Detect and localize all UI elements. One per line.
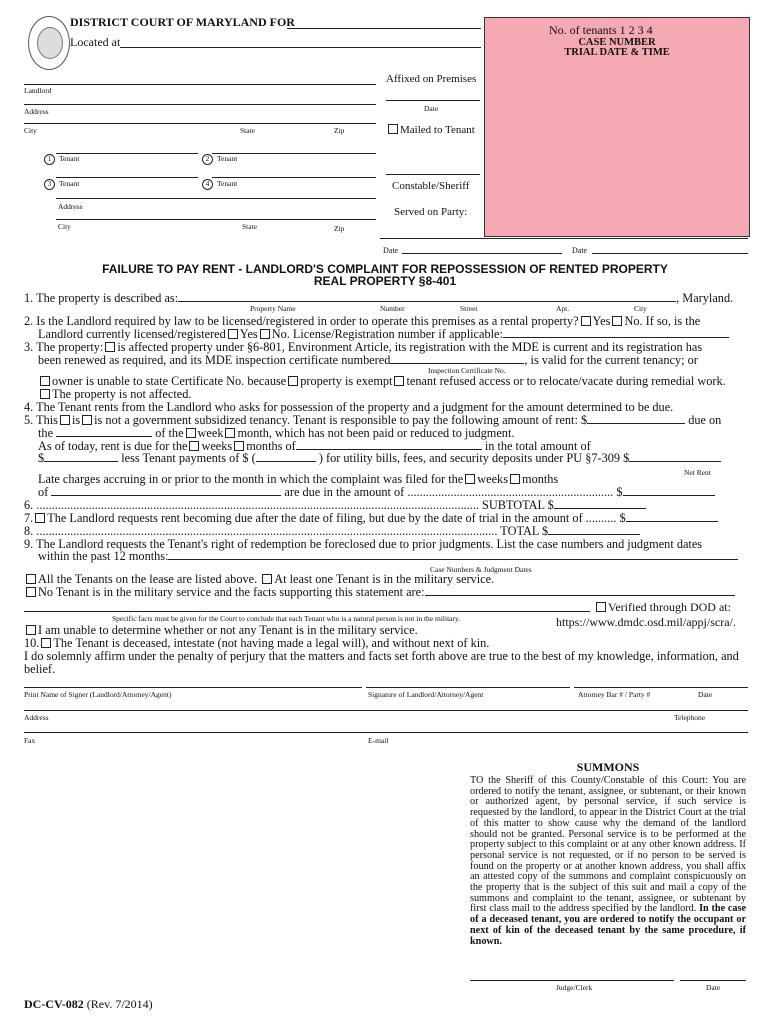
- tenant-state-label: State: [242, 222, 257, 231]
- signer-address-label: Address: [24, 713, 49, 722]
- served-date-label-2: Date: [572, 246, 588, 255]
- affirmation: I do solemnly affirm under the penalty of perjury that the matters and facts set forth above are true to the best of my knowledge, information, and belief.: [24, 648, 739, 676]
- fax-label: Fax: [24, 736, 36, 745]
- print-name-field[interactable]: [24, 687, 362, 688]
- signature-field[interactable]: [366, 687, 570, 688]
- served-label: Served on Party:: [394, 206, 468, 218]
- court-county-field[interactable]: [287, 28, 481, 29]
- case-number-label: CASE NUMBER: [578, 37, 656, 48]
- case-numbers-label: Case Numbers & Judgment Dates: [430, 565, 532, 574]
- constable-field[interactable]: [386, 174, 480, 175]
- affixed-label: Affixed on Premises: [386, 73, 477, 85]
- signature-label: Signature of Landlord/Attorney/Agent: [368, 690, 484, 699]
- served-date-field-1[interactable]: [402, 253, 562, 254]
- military: All the Tenants on the lease are listed above. At least one Tenant is in the military service. No Tenant is in the military service and the facts supporting this statement are:: [24, 573, 754, 599]
- tenant-1-label: 1 Tenant: [44, 154, 79, 165]
- located-at-field[interactable]: [120, 47, 481, 48]
- landlord-city-field[interactable]: [24, 123, 376, 124]
- landlord-label: Landlord: [24, 86, 52, 95]
- mailed-checkbox[interactable]: Mailed to Tenant: [386, 124, 475, 136]
- landlord-address-field[interactable]: [24, 104, 376, 105]
- tenant-4-label: 4 Tenant: [202, 179, 237, 190]
- complaint-body: 1. The property is described as: , Maryland.: [24, 291, 734, 305]
- specific-facts-label: Specific facts must be given for the Court to conclude that each Tenant who is a natural person is not in the military.: [112, 614, 461, 623]
- cert-label: Inspection Certificate No.: [428, 366, 506, 375]
- final-items: I am unable to determine whether or not any Tenant is in the military service. 10. The Tenant is deceased, intestate (not having made a legal will), and without next of kin. I do solemnly affirm under the penalty of perjury that the matters and facts set forth above are true to the best of my knowledge, information, and belief.: [24, 624, 754, 676]
- bar-date-field[interactable]: [574, 687, 748, 688]
- trial-date-label: TRIAL DATE & TIME: [564, 47, 670, 58]
- summons-title: SUMMONS: [576, 760, 640, 774]
- judge-label: Judge/Clerk: [556, 983, 593, 992]
- constable-label: Constable/Sheriff: [392, 180, 470, 192]
- tenant-3-field[interactable]: [56, 177, 198, 178]
- signer-address-field[interactable]: [24, 710, 748, 711]
- affixed-date-field[interactable]: [386, 100, 480, 101]
- city-label: City: [24, 126, 37, 135]
- landlord-field[interactable]: [24, 84, 376, 85]
- telephone-label: Telephone: [674, 713, 706, 722]
- bar-label: Attorney Bar # / Party #: [578, 690, 651, 699]
- tenant-3-label: 3 Tenant: [44, 179, 79, 190]
- net-rent-label: Net Rent: [684, 468, 711, 477]
- located-at-label: Located at: [70, 35, 121, 49]
- dod-verified-checkbox[interactable]: Verified through DOD at:: [594, 601, 731, 614]
- state-label: State: [240, 126, 255, 135]
- item-2: 2. Is the Landlord required by law to be licensed/registered in order to operate this premises as a rental property? Yes No. If so, is the Landlord currently licensed/registered Yes No. License/Registration number if applicable: 3. The property: is affected property under §6-801, Environment Article, its registration with the MDE is current and its registration has been renewed as required, and its MDE inspection certificate numbered , is valid for the current tenancy; or: [24, 315, 754, 367]
- dod-url: https://www.dmdc.osd.mil/appj/scra/.: [556, 615, 736, 629]
- served-date-label-1: Date: [383, 246, 399, 255]
- street-label: Street: [460, 304, 478, 313]
- tenant-city-label: City: [58, 222, 71, 231]
- number-label: Number: [380, 304, 405, 313]
- fax-email-field[interactable]: [24, 732, 748, 733]
- item-3-4: owner is unable to state Certificate No. because property is exempt tenant refused access or to relocate/vacate during remedial work. The property is not affected. 4. The Tenant rents from the Landlord who asks for possession of the property and a judgment for the amount determined to be due. 5. This is is not a government subsidized tenancy. Tenant is responsible to pay the following amount of rent: $ due on the of the week month, which has not been paid or reduced to judgment. As of today, rent is due for the weeks months of in the total amount of $ less Tenant payments of $ ( ) for utility bills, fees, and security deposits under PU §7-309 $: [24, 374, 726, 466]
- case-info-box: [484, 17, 750, 237]
- tenant-zip-label: Zip: [334, 224, 345, 233]
- tenant-address-field[interactable]: [56, 198, 376, 199]
- item-5-late: Late charges accruing in or prior to the month in which the complaint was filed for the weeks months of are due in the amount of ................................................................... $ 6. ................................................................................................................................................ SUBTOTAL $ 7. The Landlord requests rent becoming due after the date of filing, but due by the date of trial in the amount of .......... $ 8. ...................................................................................................................................................... TOTAL $ 9. The Landlord requests the Tenant's right of redemption be foreclosed due to prior judgments. List the case numbers and judgment dates within the past 12 months:: [24, 473, 754, 563]
- affixed-date-label: Date: [424, 104, 439, 113]
- zip-label: Zip: [334, 126, 345, 135]
- summons-date-label: Date: [706, 983, 721, 992]
- tenant-4-field[interactable]: [212, 177, 376, 178]
- tenant-2-label: 2 Tenant: [202, 154, 237, 165]
- form-subtitle: REAL PROPERTY §8-401: [313, 274, 457, 288]
- sign-date-label: Date: [698, 690, 713, 699]
- summons-date-field[interactable]: [680, 980, 746, 981]
- email-label: E-mail: [368, 736, 389, 745]
- court-title: DISTRICT COURT OF MARYLAND FOR: [70, 15, 295, 29]
- form-number: DC-CV-082 (Rev. 7/2014): [24, 997, 153, 1011]
- property-name-label: Property Name: [250, 304, 296, 313]
- tenant-count: No. of tenants 1 2 3 4: [549, 23, 653, 37]
- summons-text: TO the Sheriff of this County/Constable of this Court: You are ordered to notify the tenant, assignee, or subtenant, or their known or authorized agent, by personal service, if such service is requested by the landlord, to appear in the District Court at the trial of this matter to show cause why the demand of the landlord should not be granted. Personal service is to be performed at the property subject to this complaint or at any other known address. If personal service is not requested, or if no person to be served is found on the property or at another known address, you shall affix an attested copy of the summons and complaint conspicuously on the property that is the subject of this suit and mail a copy of the summons and complaint to the tenant, assignee, or subtenant by first class mail to the address specified by the landlord. In the case of a deceased tenant, you are ordered to notify the occupant or next of kin of the deceased tenant by the same procedure, if known.: [470, 775, 746, 947]
- tenant-city-field[interactable]: [56, 219, 376, 220]
- form-title: FAILURE TO PAY RENT - LANDLORD'S COMPLAINT FOR REPOSSESSION OF RENTED PROPERTY: [102, 262, 668, 276]
- court-seal: [28, 16, 70, 70]
- military-facts-field[interactable]: [24, 611, 590, 612]
- served-date-field-2[interactable]: [592, 253, 748, 254]
- city-col-label: City: [634, 304, 647, 313]
- judge-field[interactable]: [470, 980, 674, 981]
- print-name-label: Print Name of Signer (Landlord/Attorney/Agent): [24, 690, 172, 699]
- served-field[interactable]: [380, 238, 748, 239]
- apt-label: Apt.: [556, 304, 570, 313]
- tenant-address-label: Address: [58, 202, 83, 211]
- address-label: Address: [24, 107, 49, 116]
